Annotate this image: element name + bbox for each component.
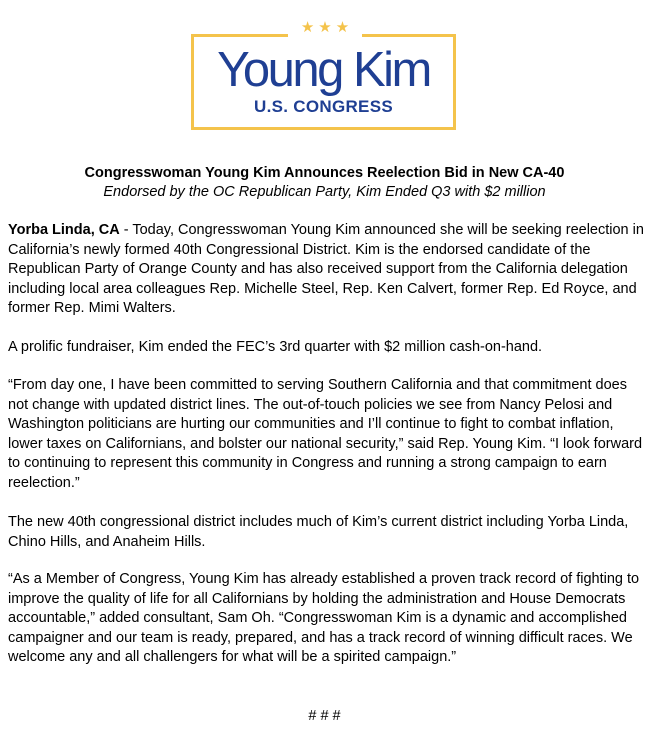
logo-name: Young Kim xyxy=(217,43,430,97)
paragraph-quote-kim: “From day one, I have been committed to serving Southern California and that commitment does not change with updated district lines. The out-of-touch policies we see from Nancy Pelosi and Washington politicians are hurting our communities and I’ll continue to fight to combat inflation, lower taxes on Californians, and bolster our national security,” said Rep. Young Kim. “I look forward to continuing to represent this community in Congress and running a strong campaign to earn reelection.” xyxy=(8,377,643,491)
paragraph-announcement xyxy=(8,221,644,319)
logo-stars-icon: ★★★ xyxy=(288,18,362,38)
campaign-logo xyxy=(191,18,456,130)
paragraph-district: The new 40th congressional district includes much of Kim’s current district including Yorba Linda, Chino Hills, and Anaheim Hills. xyxy=(8,514,629,550)
paragraph-announcement-text: - Today, Congresswoman Young Kim announced she will be seeking reelection in California’s newly formed 40th Congressional District. Kim is the endorsed candidate of the Republican Party of Orange County and has also received support from the California delegation including local area colleagues Rep. Michelle Steel, Rep. Ken Calvert, former Rep. Ed Royce, and former Rep. Mimi Walters. xyxy=(8,222,644,316)
press-release-subheadline: Endorsed by the OC Republican Party, Kim Ended Q3 with $2 million xyxy=(103,184,546,200)
end-mark: # # # xyxy=(308,708,341,724)
press-release-headline: Congresswoman Young Kim Announces Reelection Bid in New CA-40 xyxy=(84,165,565,181)
logo-subtitle: U.S. CONGRESS xyxy=(254,97,393,116)
paragraph-quote-consultant: “As a Member of Congress, Young Kim has already established a proven track record of fighting to improve the quality of life for all Californians by holding the administration and House Democrats accountable,” added consultant, Sam Oh. “Congresswoman Kim is a dynamic and accomplished campaigner and our team is ready, prepared, and has a track record of winning difficult races. We welcome any and all challengers for what will be a spirited campaign.” xyxy=(8,571,640,665)
dateline: Yorba Linda, CA xyxy=(8,222,120,238)
paragraph-fundraising: A prolific fundraiser, Kim ended the FEC’s 3rd quarter with $2 million cash-on-hand. xyxy=(8,339,543,355)
